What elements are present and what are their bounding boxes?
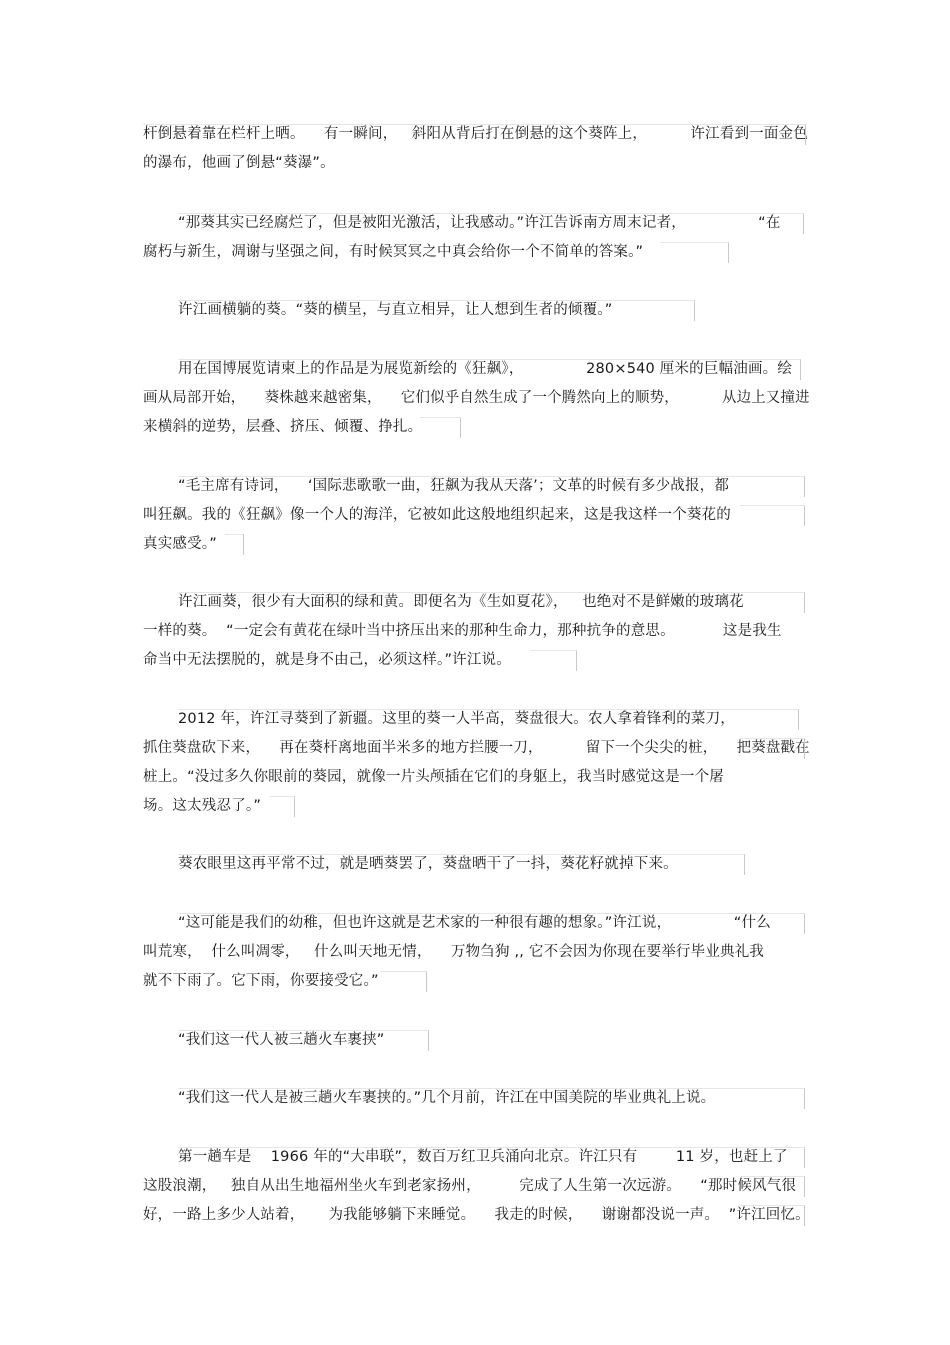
text-line: “毛主席有诗词， ‘国际悲歌歌一曲，狂飙为我从天落’；文革的时候有多少战报，都 <box>178 478 730 494</box>
text-line: 杆倒悬着靠在栏杆上晒。 有一瞬间， 斜阳从背后打在倒悬的这个葵阵上， 许江看到一面金色 <box>143 126 808 142</box>
line-rule <box>178 359 801 380</box>
text-line: 的瀑布，他画了倒悬“葵瀑”。 <box>143 155 335 171</box>
text-line: 腐朽与新生，凋谢与坚强之间，有时候冥冥之中真会给你一个不简单的答案。” <box>143 244 644 260</box>
line-rule <box>270 796 295 817</box>
line-rule <box>740 505 805 526</box>
text-line: 葵农眼里这再平常不过，就是晒葵罢了，葵盘晒干了一抖，葵花籽就掉下来。 <box>178 856 678 872</box>
text-line: 许江画横躺的葵。“葵的横呈，与直立相异，让人想到生者的倾覆。” <box>178 302 613 318</box>
line-rule <box>178 213 804 234</box>
section-heading: “我们这一代人被三趟火车裹挟” <box>178 1032 385 1048</box>
text-line: “我们这一代人是被三趟火车裹挟的。”几个月前，许江在中国美院的毕业典礼上说。 <box>178 1090 716 1106</box>
line-rule <box>530 650 577 671</box>
text-line: 来横斜的逆势，层叠、挤压、倾覆、挣扎。 <box>143 419 423 435</box>
text-line: 抓住葵盘砍下来， 再在葵杆离地面半米多的地方拦腰一刀， 留下一个尖尖的桩， 把葵盘戳在 <box>143 740 810 756</box>
text-line: 就不下雨了。它下雨，你要接受它。” <box>143 973 379 989</box>
text-line: “那葵其实已经腐烂了，但是被阳光激活，让我感动。”许江告诉南方周末记者， “在 <box>178 215 781 231</box>
line-rule <box>178 592 805 613</box>
line-rule <box>178 709 799 730</box>
text-line: 第一趟车是 1966 年的“大串联”，数百万红卫兵涌向北京。许江只有 11 岁，也赶上了 <box>178 1149 788 1165</box>
text-line: 好，一路上多少人站着， 为我能够躺下来睡觉。 我走的时候， 谢谢都没说一声。 ”许江回忆。 <box>143 1207 810 1223</box>
line-rule <box>178 1030 429 1051</box>
text-line: 叫狂飙。我的《狂飙》像一个人的海洋，它被如此这般地组织起来，这是我这样一个葵花的 <box>143 507 731 523</box>
text-line: 命当中无法摆脱的，就是身不由己，必须这样。”许江说。 <box>143 652 511 668</box>
text-line: 用在国博展览请柬上的作品是为展览新绘的《狂飙》， 280×540 厘米的巨幅油画。绘 <box>178 361 793 377</box>
line-rule <box>380 971 427 992</box>
line-rule <box>178 476 805 497</box>
line-rule <box>740 1205 805 1226</box>
text-line: 这股浪潮， 独自从出生地福州坐火车到老家扬州， 完成了人生第一次远游。 “那时候风气很 <box>143 1178 797 1194</box>
text-line: 叫荒寒， 什么叫凋零， 什么叫天地无情， 万物刍狗 ,, 它不会因为你现在要举行毕业典礼我 <box>143 944 765 960</box>
line-rule <box>178 1147 805 1168</box>
text-line: “这可能是我们的幼稚，但也许这就是艺术家的一种很有趣的想象。”许江说， “什么 <box>178 915 771 931</box>
line-rule <box>143 124 806 145</box>
line-rule <box>740 738 805 759</box>
line-rule <box>740 1176 805 1197</box>
text-line: 画从局部开始， 葵株越来越密集， 它们似乎自然生成了一个腾然向上的顺势， 从边上又撞进 <box>143 390 810 406</box>
text-line: 一样的葵。 “一定会有黄花在绿叶当中挤压出来的那种生命力，那种抗争的意思。 这是我生 <box>143 623 782 639</box>
line-rule <box>178 1088 805 1109</box>
text-line: 桩上。“没过多久你眼前的葵园，就像一片头颅插在它们的身躯上，我当时感觉这是一个屠 <box>143 769 725 785</box>
line-rule <box>660 242 729 263</box>
line-rule <box>225 534 244 555</box>
text-line: 场。这太残忍了。” <box>143 798 262 814</box>
text-line: 许江画葵，很少有大面积的绿和黄。即便名为《生如夏花》， 也绝对不是鲜嫩的玻璃花 <box>178 594 744 610</box>
line-rule <box>178 913 805 934</box>
line-rule <box>178 300 695 321</box>
line-rule <box>178 854 745 875</box>
text-line: 2012 年，许江寻葵到了新疆。这里的葵一人半高，葵盘很大。农人拿着锋利的菜刀， <box>178 711 736 727</box>
text-line: 真实感受。” <box>143 536 217 552</box>
line-rule <box>420 417 461 438</box>
